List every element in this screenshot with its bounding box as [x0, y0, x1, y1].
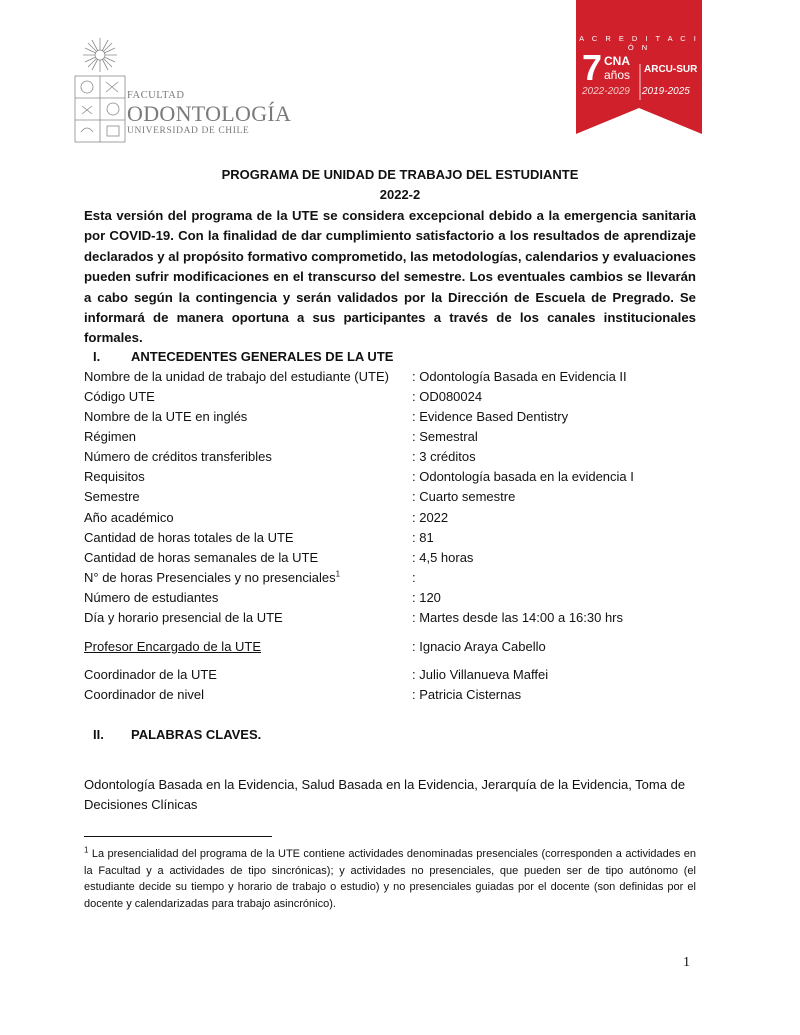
- info-value: : Odontología Basada en Evidencia II: [412, 369, 627, 384]
- info-row: [84, 639, 724, 657]
- info-row: [84, 590, 724, 608]
- info-value: : Semestral: [412, 429, 478, 444]
- document-year: 2022-2: [379, 187, 421, 202]
- badge-cna-years: 2022-2029: [582, 86, 630, 97]
- document-title: PROGRAMA DE UNIDAD DE TRABAJO DEL ESTUDIANTE: [221, 167, 579, 182]
- info-value: : 81: [412, 530, 434, 545]
- section-2-heading: [93, 727, 261, 742]
- info-label: Código UTE: [84, 389, 155, 404]
- badge-accreditation-label: A C R E D I T A C I Ó N: [579, 34, 699, 52]
- info-row: [84, 530, 724, 548]
- info-value: : Cuarto semestre: [412, 489, 516, 504]
- footnote-mark: 1: [84, 845, 89, 855]
- footnote: [84, 846, 696, 912]
- info-row: [84, 389, 724, 407]
- info-label: Requisitos: [84, 469, 145, 484]
- section-2-number: II.: [93, 727, 104, 742]
- info-row: [84, 687, 724, 705]
- info-row: [84, 469, 724, 487]
- badge-cna: CNA: [604, 54, 630, 68]
- logo-text: [127, 91, 291, 136]
- info-label: Régimen: [84, 429, 137, 444]
- info-row: [84, 550, 724, 568]
- info-row: [84, 510, 724, 528]
- logo-faculty: FACULTAD: [127, 90, 185, 101]
- info-label: Coordinador de nivel: [84, 687, 204, 702]
- info-row: [84, 429, 724, 447]
- info-label: Semestre: [84, 489, 140, 504]
- logo-odontologia: ODONTOLOGÍA: [127, 100, 292, 126]
- badge-arcu-sur: ARCU-SUR: [644, 64, 698, 75]
- info-row: [84, 489, 724, 507]
- info-value: :: [412, 570, 416, 585]
- keywords-paragraph: Odontología Basada en la Evidencia, Salud Basada en la Evidencia, Jerarquía de la Evidencia, Toma de Decisiones Clínicas: [84, 777, 686, 812]
- info-row: [84, 610, 724, 628]
- badge-anos: años: [604, 68, 631, 82]
- accreditation-badge: [576, 0, 702, 134]
- info-row: [84, 369, 724, 387]
- info-value: : 2022: [412, 510, 449, 525]
- info-label-underlined: Profesor Encargado de la UTE: [84, 639, 262, 654]
- info-value: : Odontología basada en la evidencia I: [412, 469, 634, 484]
- footnote-text: La presencialidad del programa de la UTE contiene actividades denominadas presenciales (corresponden a actividades en la Facultad y a actividades de tipo sincrónicas); y actividades no presenciales, que pueden ser de tipo autónomo (el estudiante decide su tiempo y horario de trabajo o estudio) y no presenciales guiadas por el docente (son definidas por el docente y calendarizadas para trabajo asincrónico).: [84, 848, 696, 910]
- info-value: : Ignacio Araya Cabello: [412, 639, 546, 654]
- info-label: Cantidad de horas totales de la UTE: [84, 530, 294, 545]
- page-number: 1: [683, 955, 690, 970]
- info-label: Número de estudiantes: [84, 590, 219, 605]
- info-value: : Martes desde las 14:00 a 16:30 hrs: [412, 610, 624, 625]
- info-value: : Evidence Based Dentistry: [412, 409, 569, 424]
- faculty-logo: [70, 36, 292, 146]
- info-label: Nombre de la UTE en inglés: [84, 409, 248, 424]
- footnote-separator: [84, 836, 272, 837]
- info-label: Nombre de la unidad de trabajo del estudiante (UTE): [84, 369, 389, 384]
- info-row: [84, 449, 724, 467]
- info-label: Año académico: [84, 510, 174, 525]
- info-label: [84, 570, 340, 585]
- footnote-ref: 1: [335, 569, 341, 579]
- badge-arcu-years: 2019-2025: [642, 86, 690, 97]
- info-value: : OD080024: [412, 389, 483, 404]
- info-value: : 120: [412, 590, 441, 605]
- info-row: [84, 409, 724, 427]
- info-label: Número de créditos transferibles: [84, 449, 272, 464]
- info-value: : 4,5 horas: [412, 550, 474, 565]
- info-value: : Julio Villanueva Maffei: [412, 667, 549, 682]
- info-label: Día y horario presencial de la UTE: [84, 610, 283, 625]
- info-row: [84, 667, 724, 685]
- intro-paragraph: Esta versión del programa de la UTE se considera excepcional debido a la emergencia sanitaria por COVID-19. Con la finalidad de dar cumplimiento satisfactorio a los resultados de aprendizaje declarados y al propósito formativo comprometido, las metodologías, calendarios y evaluaciones pueden sufrir modificaciones en el transcurso del semestre. Los eventuales cambios se llevarán a cabo según la contingencia y serán validados por la Dirección de Escuela de Pregrado. Se informará de manera oportuna a sus participantes a través de los canales institucionales formales.: [84, 208, 696, 346]
- info-row: [84, 570, 724, 588]
- university-seal-icon: [70, 36, 130, 146]
- section-1-heading: [93, 349, 393, 364]
- info-value: : Patricia Cisternas: [412, 687, 522, 702]
- section-1-title: ANTECEDENTES GENERALES DE LA UTE: [131, 349, 394, 364]
- logo-university: UNIVERSIDAD DE CHILE: [127, 125, 250, 136]
- info-value: : 3 créditos: [412, 449, 476, 464]
- info-label-text: N° de horas Presenciales y no presenciales: [84, 570, 336, 585]
- section-1-number: I.: [93, 349, 101, 364]
- badge-years-number: 7: [582, 47, 603, 88]
- info-label: Cantidad de horas semanales de la UTE: [84, 550, 319, 565]
- info-label: Coordinador de la UTE: [84, 667, 217, 682]
- section-2-title: PALABRAS CLAVES.: [131, 727, 262, 742]
